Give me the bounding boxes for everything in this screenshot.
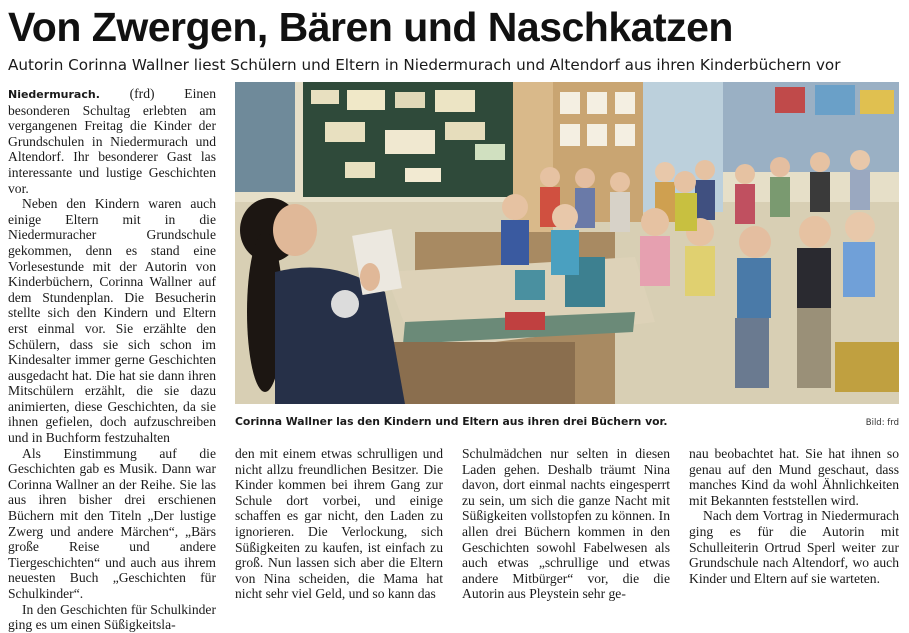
headline: Von Zwergen, Bären und Naschkatzen xyxy=(8,4,733,50)
text-column-4 xyxy=(689,446,899,586)
text-column-3 xyxy=(462,446,670,602)
subheadline: Autorin Corinna Wallner liest Schülern und Eltern in Niedermurach und Altendorf aus ihren Kinderbüchern vor xyxy=(8,56,841,74)
paragraph: den mit einem etwas schrulligen und nicht allzu freundlichen Besitzer. Die Kinder kommen bei ihrem Gang zur Schule dort vorbei, und einige schaffen es gar nicht, den Laden zu ignorieren. Die Verlockung, sich Süßigkeiten zu kaufen, ist einfach zu groß. Nun lassen sich aber die Eltern von Nina scheiden, die Mama hat nicht sehr viel Geld, und so kann das xyxy=(235,446,443,602)
paragraph: Als Einstimmung auf die Geschichten gab es Musik. Dann war Corinna Wallner an der Reihe. Sie las aus ihren bisher drei erschienen Büchern mit den Titeln „Der lustige Zwerg und andere Märchen“, „Bärs große Reise und andere Tiergeschichten“ und auch aus ihrem neuesten Buch „Geschichten für Schulkinder“. xyxy=(8,445,216,601)
paragraph: Schulmädchen nur selten in diesen Laden gehen. Deshalb träumt Nina davon, dort einmal nachts eingesperrt zu sein, um sich die ganze Nacht mit Süßigkeiten vollstopfen zu können. In allen drei Büchern kommen in den Geschichten sowohl Fabelwesen als auch etwas „schrullige und etwas andere Mitbürger“ vor, die die Autorin aus Pleystein sehr ge- xyxy=(462,446,670,602)
paragraph: In den Geschichten für Schulkinder ging es um einen Süßigkeitsla- xyxy=(8,601,216,633)
dateline: Niedermurach. xyxy=(8,88,100,101)
text-column-1 xyxy=(8,86,216,633)
text-column-2 xyxy=(235,446,443,602)
photo-credit: Bild: frd xyxy=(865,418,899,428)
paragraph: nau beobachtet hat. Sie hat ihnen so genau auf den Mund geschaut, dass manches Kind da wohl Ähnlichkeiten mit Bekannten feststellen wird. xyxy=(689,446,899,508)
paragraph: Nach dem Vortrag in Niedermurach ging es für die Autorin mit Schulleiterin Ortrud Sperl weiter zur Grundschule nach Altendorf, wo auch Kinder und Eltern auf sie warteten. xyxy=(689,508,899,586)
photo-caption: Corinna Wallner las den Kindern und Eltern aus ihren drei Büchern vor. xyxy=(235,415,668,428)
paragraph: (frd) Einen besonderen Schultag erlebten am vergangenen Freitag die Kinder der Grundschulen in Niedermurach und Altendorf. Ihr besonderer Gast las interessante und lustige Geschichten vor. xyxy=(8,86,216,196)
paragraph: Neben den Kindern waren auch einige Eltern mit in die Niedermuracher Grundschule gekommen, denn es stand eine Vorlesestunde mit der Autorin von Kinderbüchern, Corinna Wallner auf dem Stundenplan. Die Besucherin stellte sich den Kindern und Eltern erst einmal vor. Sie erzählte den Schülern, dass sie sich schon im Kindesalter immer gerne Geschichten ausgedacht hat. Die hat sie dann ihren Mitschülern erzählt, die sie dazu animierten, diese Geschichten, da sie ihnen gefielen, doch aufzuschreiben und in Buchform festzuhalten xyxy=(8,196,216,446)
article-photo xyxy=(235,82,899,404)
